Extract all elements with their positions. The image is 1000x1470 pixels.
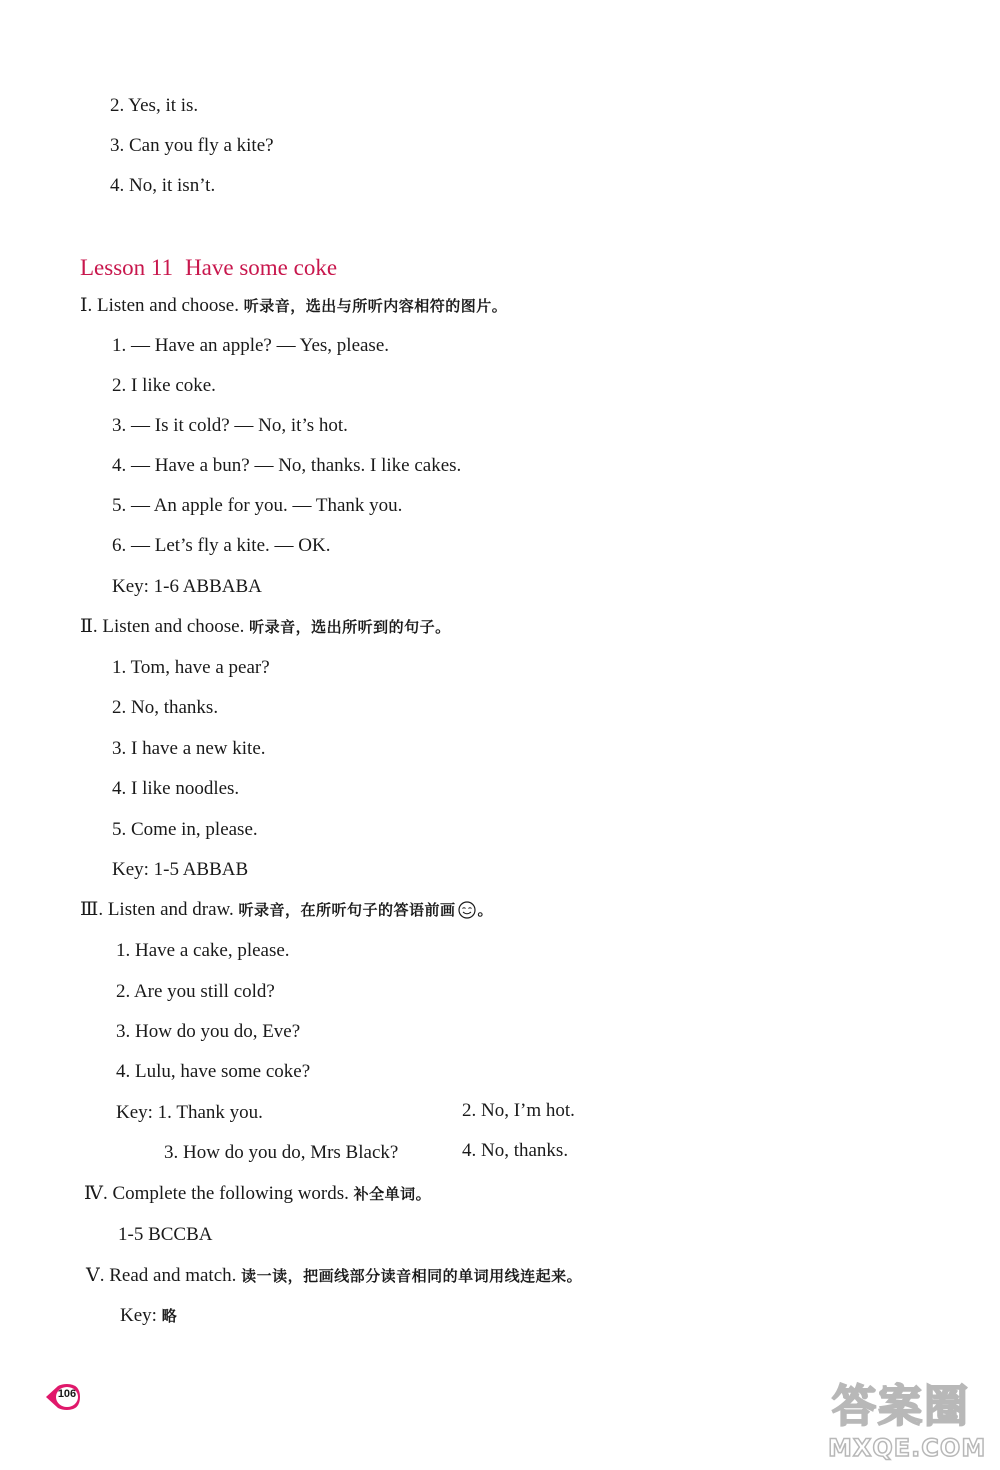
top-item: 3. Can you fly a kite? [110,135,274,156]
section-numeral: Ⅱ. [80,616,98,637]
list-item: 4. I like noodles. [112,778,240,799]
page-number: 106 [57,1388,77,1400]
section-heading [86,1264,582,1288]
list-item: 2. Are you still cold? [116,981,275,1002]
section-instruction: Listen and draw. [107,899,234,920]
section-instruction: Complete the following words. [112,1183,349,1204]
list-item: 2. I like coke. [112,375,216,396]
answer-key-value: 略 [161,1307,178,1325]
section-heading [80,615,451,639]
watermark-url: MXQE.COM [828,1434,987,1462]
page-number-badge [44,1383,82,1411]
section-instruction-cn: 听录音，选出与所听内容相符的图片。 [243,297,508,315]
section-numeral: Ⅰ. [80,295,93,316]
watermark-logo: 答案圈 [832,1381,970,1432]
answer-key: 2. No, I’m hot. [462,1100,575,1121]
section-numeral: Ⅲ. [80,899,104,920]
section-instruction: Read and match. [109,1265,237,1286]
list-item: 5. — An apple for you. — Thank you. [112,495,403,516]
top-item: 2. Yes, it is. [110,95,199,116]
smiley-icon [457,901,477,919]
answer-key: 4. No, thanks. [462,1140,569,1161]
lesson-title [80,254,337,282]
list-item: 4. Lulu, have some coke? [116,1061,311,1082]
answer-key: 1-5 BCCBA [118,1224,213,1245]
list-item: 1. Tom, have a pear? [112,657,270,678]
list-item: 1. Have a cake, please. [116,940,290,961]
section-instruction: Listen and choose. [102,616,245,637]
list-item: 5. Come in, please. [112,819,258,840]
section-instruction-cn: 听录音，选出所听到的句子。 [249,618,451,636]
section-numeral: Ⅳ. [84,1183,108,1204]
section-instruction-cn: 听录音，在所听句子的答语前画 [238,901,456,919]
section-instruction-cn-end: 。 [477,901,494,919]
lesson-name: Have some coke [185,255,338,280]
list-item: 1. — Have an apple? — Yes, please. [112,335,390,356]
list-item: 4. — Have a bun? — No, thanks. I like cakes. [112,455,462,476]
answer-key [120,1304,177,1328]
answer-key: Key: 1-6 ABBABA [112,576,262,597]
section-instruction-cn: 读一读，把画线部分读音相同的单词用线连起来。 [241,1267,583,1285]
top-item: 4. No, it isn’t. [110,175,216,196]
answer-key: 3. How do you do, Mrs Black? [164,1142,399,1163]
list-item: 3. — Is it cold? — No, it’s hot. [112,415,348,436]
list-item: 3. How do you do, Eve? [116,1021,301,1042]
list-item: 3. I have a new kite. [112,738,266,759]
section-instruction: Listen and choose. [97,295,239,316]
section-numeral: Ⅴ. [86,1265,105,1286]
lesson-number: Lesson 11 [80,255,174,280]
list-item: 2. No, thanks. [112,697,219,718]
answer-key: Key: 1-5 ABBAB [112,859,249,880]
section-instruction-cn: 补全单词。 [353,1185,432,1203]
answer-key-label: Key: [120,1305,157,1326]
answer-key: Key: 1. Thank you. [116,1102,263,1123]
section-heading [80,294,507,318]
watermark [820,1382,996,1466]
section-heading [84,1182,431,1206]
list-item: 6. — Let’s fly a kite. — OK. [112,535,331,556]
section-heading [80,898,493,922]
